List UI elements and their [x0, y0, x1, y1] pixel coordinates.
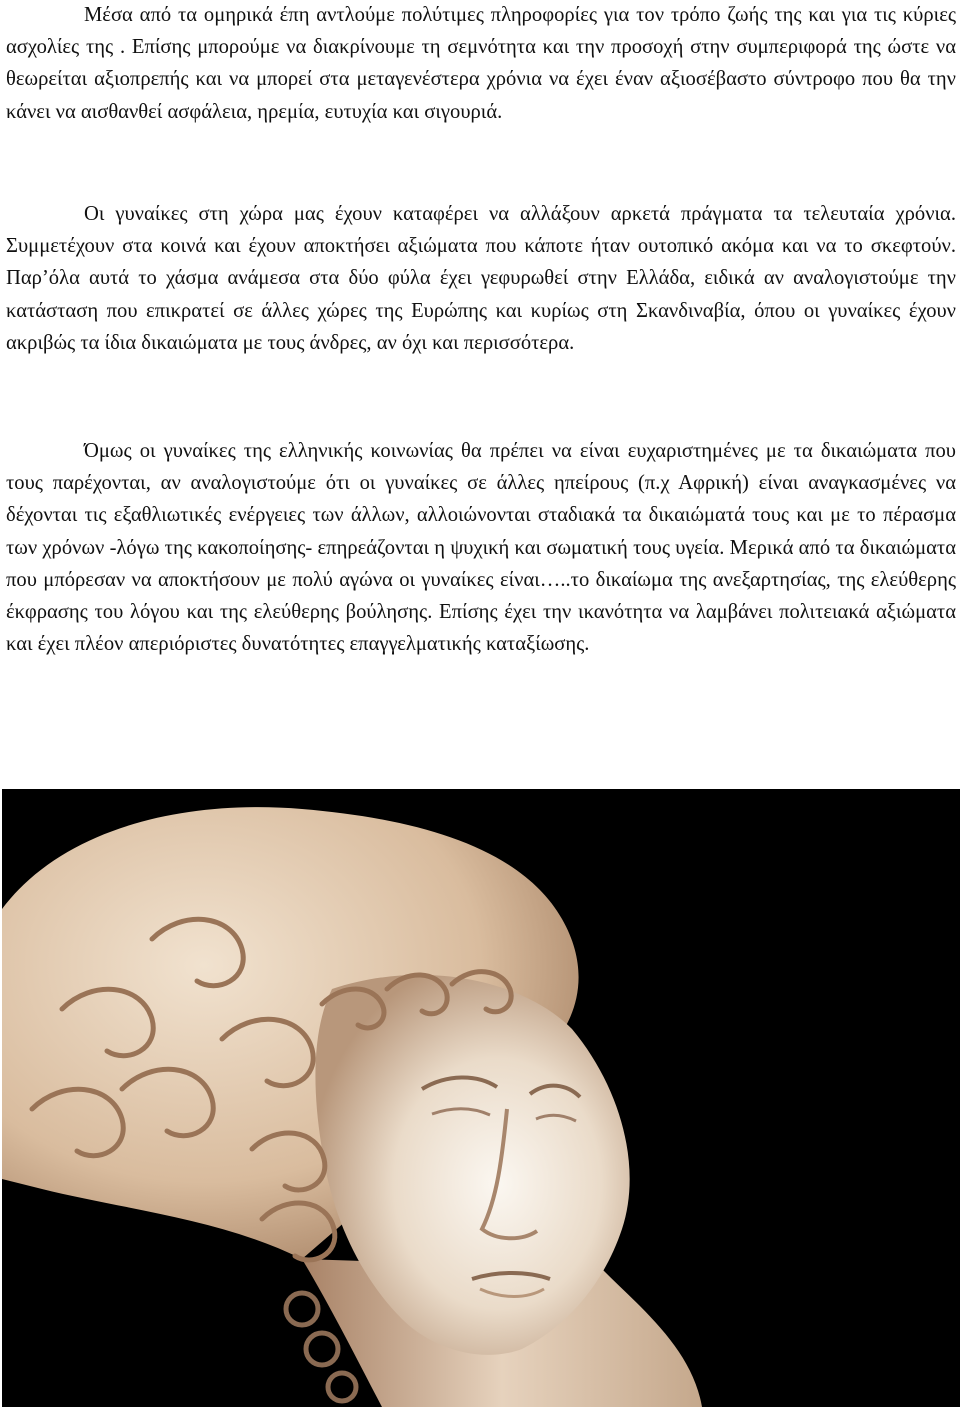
marble-bust-image — [2, 789, 960, 1407]
paragraph-1: Μέσα από τα ομηρικά έπη αντλούμε πολύτιμες πληροφορίες για τον τρόπο ζωής της και για τις κύριες ασχολίες της . Επίσης μπορούμε να διακρίνουμε τη σεμνότητα και την προσοχή στην συμπεριφορά της ώστε να θεωρείται αξιοπρεπής και να μπορεί στα μεταγενέστερα χρόνια να έχει έναν αξιοσέβαστο σύντροφο που θα την κάνει να αισθανθεί ασφάλεια, ηρεμία, ευτυχία και σιγουριά. — [6, 4, 956, 123]
paragraph-3: Όμως οι γυναίκες της ελληνικής κοινωνίας θα πρέπει να είναι ευχαριστημένες με τα δικαιώματα που τους παρέχονται, αν αναλογιστούμε ότι οι γυναίκες σε άλλες ηπείρους (π.χ Αφρική) είναι αναγκασμένες να δέχονται τις εξαθλιωτικές ενέργειες των άλλων, αλλοιώνονται σταδιακά τα δικαιώματά τους και με το πέρασμα των χρόνων -λόγω της κακοποίησης- επηρεάζονται η ψυχική και σωματική τους υγεία. Μερικά από τα δικαιώματα που μπόρεσαν να αποκτήσουν με πολύ αγώνα οι γυναίκες είναι…..το δικαίωμα της ανεξαρτησίας, της ελεύθερης έκφρασης του λόγου και της ελεύθερης βούλησης. Επίσης έχει την ικανότητα να λαμβάνει πολιτειακά αξιώματα και έχει πλέον απεριόριστες δυνατότητες επαγγελματικής καταξίωσης. — [6, 440, 956, 656]
paragraph-2: Οι γυναίκες στη χώρα μας έχουν καταφέρει να αλλάξουν αρκετά πράγματα τα τελευταία χρόνια. Συμμετέχουν στα κοινά και έχουν αποκτήσει αξιώματα που κάποτε ήταν ουτοπικό ακόμα και να το σκεφτούν. Παρ’όλα αυτά το χάσμα ανάμεσα στα δύο φύλα έχει γεφυρωθεί στην Ελλάδα, ειδικά αν αναλογιστούμε την κατάσταση που επικρατεί σε άλλες χώρες της Ευρώπης και κυρίως στη Σκανδιναβία, όπου οι γυναίκες έχουν ακριβώς τα ίδια δικαιώματα με τους άνδρες, αν όχι και περισσότερα. — [6, 203, 956, 354]
